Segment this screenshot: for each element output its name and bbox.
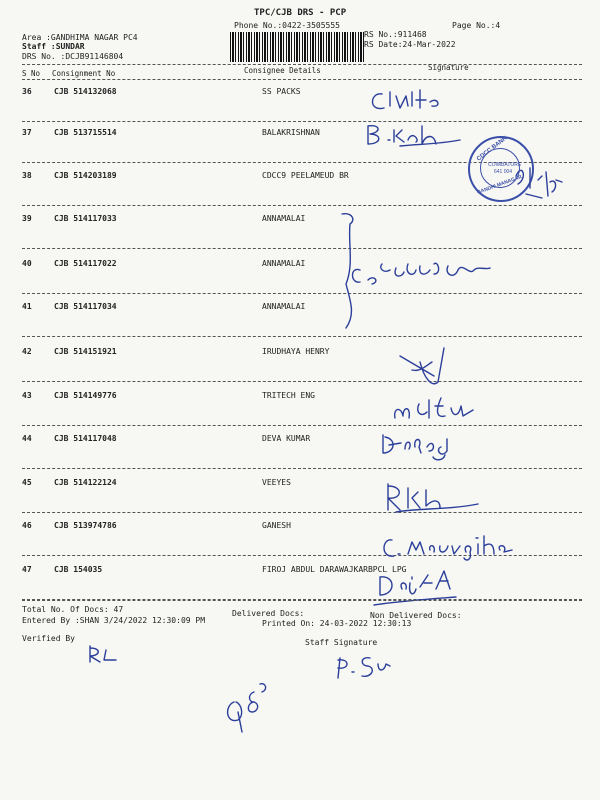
entered-by: Entered By :SHAN 3/24/2022 12:30:09 PM bbox=[22, 616, 206, 625]
row-divider bbox=[22, 381, 582, 382]
rs-number: RS No.:911468 bbox=[364, 30, 427, 39]
area-label: Area :GANDHIMA NAGAR PC4 bbox=[22, 33, 138, 42]
row-consignee-name: FIROJ ABDUL DARAWAJKARBPCL LPG bbox=[262, 565, 407, 574]
row-consignee-name: VEEYES bbox=[262, 478, 291, 487]
row-serial-number: 41 bbox=[22, 302, 32, 311]
row-serial-number: 44 bbox=[22, 434, 32, 443]
row-consignee-name: GANESH bbox=[262, 521, 291, 530]
row-divider bbox=[22, 121, 582, 122]
row-consignment-number: CJB 514117033 bbox=[54, 214, 117, 223]
row-serial-number: 47 bbox=[22, 565, 32, 574]
row-consignment-number: CJB 514203189 bbox=[54, 171, 117, 180]
staff-signature bbox=[330, 648, 400, 684]
row-divider bbox=[22, 425, 582, 426]
row-divider bbox=[22, 512, 582, 513]
row-consignment-number: CJB 514132068 bbox=[54, 87, 117, 96]
header-divider-bottom bbox=[22, 79, 582, 80]
col-consignee: Consignee Details bbox=[244, 66, 321, 75]
col-sno: S No bbox=[22, 69, 41, 78]
row-divider bbox=[22, 468, 582, 469]
row-consignee-name: IRUDHAYA HENRY bbox=[262, 347, 330, 356]
document-title: TPC/CJB DRS - PCP bbox=[254, 8, 347, 18]
signature-38 bbox=[508, 152, 568, 212]
row-consignee-name: ANNAMALAI bbox=[262, 214, 306, 223]
row-consignee-name: TRITECH ENG bbox=[262, 391, 315, 400]
row-consignee-name: BALAKRISHNAN bbox=[262, 128, 320, 137]
footer-divider bbox=[22, 600, 582, 601]
row-consignment-number: CJB 514117048 bbox=[54, 434, 117, 443]
row-consignment-number: CJB 514117022 bbox=[54, 259, 117, 268]
total-docs: Total No. Of Docs: 47 bbox=[22, 605, 124, 614]
row-consignment-number: CJB 514117034 bbox=[54, 302, 117, 311]
col-signature: Signature bbox=[428, 63, 469, 72]
row-serial-number: 39 bbox=[22, 214, 32, 223]
row-consignee-name: ANNAMALAI bbox=[262, 259, 306, 268]
verified-by: Verified By bbox=[22, 634, 75, 643]
row-consignment-number: CJB 514122124 bbox=[54, 478, 117, 487]
signature-46 bbox=[378, 530, 528, 566]
signature-44 bbox=[375, 425, 475, 465]
row-serial-number: 37 bbox=[22, 128, 32, 137]
row-serial-number: 43 bbox=[22, 391, 32, 400]
row-consignee-name: CDCC9 PEELAMEUD BR bbox=[262, 171, 349, 180]
signature-37 bbox=[360, 120, 470, 150]
signature-45 bbox=[378, 478, 488, 518]
row-consignment-number: CJB 154035 bbox=[54, 565, 103, 574]
header-divider-top bbox=[22, 64, 582, 65]
bank-stamp: CDCC BANK COIMBATORE 641 004 GANDHI MANAGAR bbox=[468, 136, 534, 202]
drs-number: DRS No. :DCJB91146804 bbox=[22, 52, 124, 61]
row-consignment-number: CJB 513715514 bbox=[54, 128, 117, 137]
page-number: Page No.:4 bbox=[452, 21, 501, 30]
signature-43 bbox=[385, 392, 485, 428]
signature-39-41 bbox=[330, 204, 530, 344]
row-serial-number: 40 bbox=[22, 259, 32, 268]
row-serial-number: 46 bbox=[22, 521, 32, 530]
staff-label: Staff :SUNDAR bbox=[22, 42, 85, 51]
row-consignee-name: ANNAMALAI bbox=[262, 302, 306, 311]
col-consignment: Consignment No bbox=[52, 69, 116, 78]
row-consignment-number: CJB 514151921 bbox=[54, 347, 117, 356]
row-consignee-name: DEVA KUMAR bbox=[262, 434, 311, 443]
row-serial-number: 42 bbox=[22, 347, 32, 356]
rs-date: RS Date:24-Mar-2022 bbox=[364, 40, 456, 49]
phone-number: Phone No.:0422-3505555 bbox=[234, 21, 340, 30]
signature-36 bbox=[360, 82, 460, 122]
barcode-image bbox=[230, 32, 365, 62]
signature-42 bbox=[390, 342, 480, 392]
staff-signature-label: Staff Signature bbox=[305, 638, 378, 647]
row-serial-number: 38 bbox=[22, 171, 32, 180]
row-consignee-name: SS PACKS bbox=[262, 87, 301, 96]
row-consignment-number: CJB 514149776 bbox=[54, 391, 117, 400]
row-serial-number: 45 bbox=[22, 478, 32, 487]
delivered-docs: Delivered Docs: bbox=[232, 609, 305, 618]
verifier-signature bbox=[80, 640, 130, 670]
non-delivered-docs: Non Delivered Docs: bbox=[370, 611, 462, 620]
row-serial-number: 36 bbox=[22, 87, 32, 96]
initials-signature bbox=[220, 672, 290, 736]
signature-47 bbox=[370, 565, 470, 615]
row-consignment-number: CJB 513974786 bbox=[54, 521, 117, 530]
printed-on: Printed On: 24-03-2022 12:30:13 bbox=[262, 619, 412, 628]
